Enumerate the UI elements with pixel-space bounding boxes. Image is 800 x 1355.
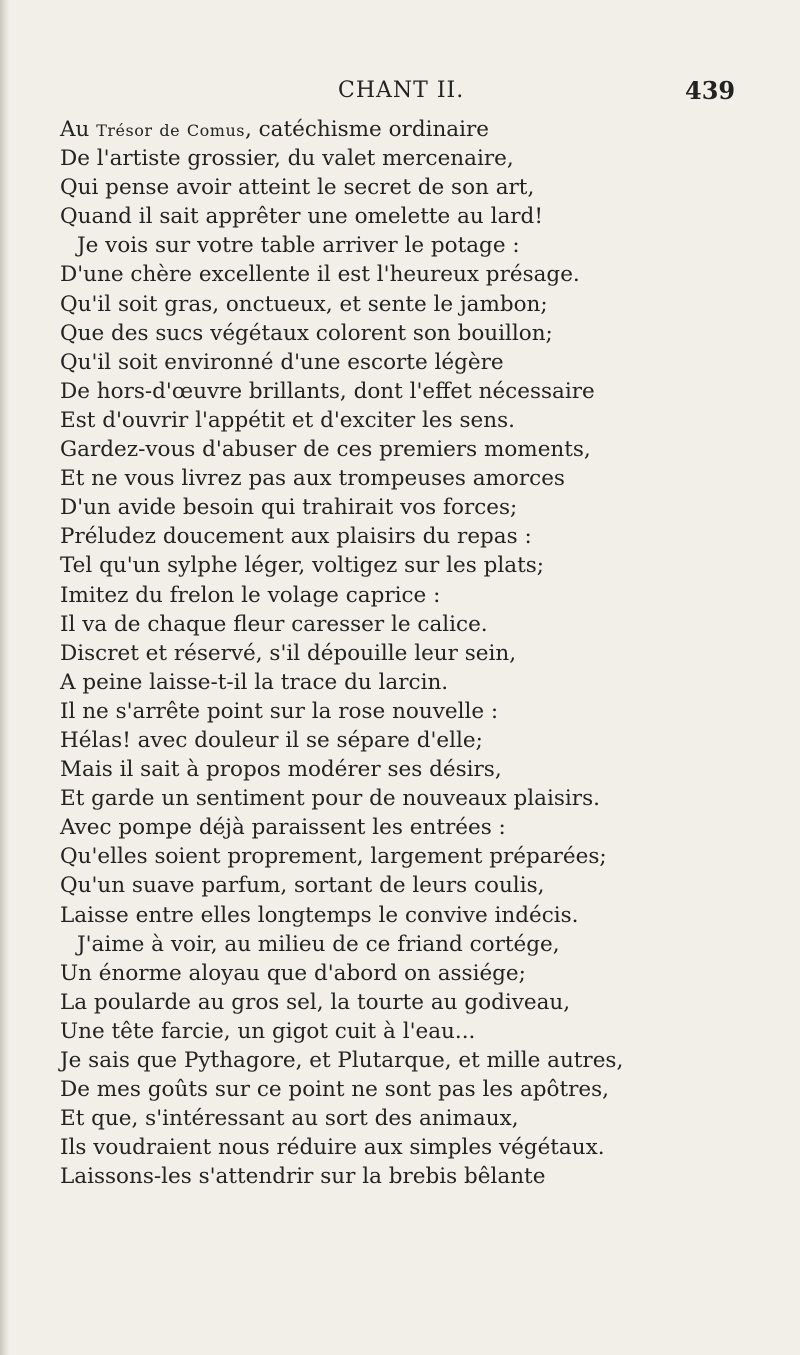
verse-line: Hélas! avec douleur il se sépare d'elle; [60,727,483,753]
verse-line: Qu'un suave parfum, sortant de leurs coulis, [60,873,545,899]
verse-line: Tel qu'un sylphe léger, voltigez sur les plats; [60,553,545,579]
verse-line: Laisse entre elles longtemps le convive indécis. [60,902,579,928]
verse-line: Que des sucs végétaux colorent son bouillon; [60,320,553,346]
verse-line: De mes goûts sur ce point ne sont pas les apôtres, [60,1077,609,1103]
verse-line: Il va de chaque fleur caresser le calice. [60,611,488,637]
verse-word-comus: Comus [186,121,245,140]
verse-line: D'une chère excellente il est l'heureux présage. [60,262,580,288]
verse-line: Qu'il soit environné d'une escorte légère [60,349,504,375]
verse-line: Qu'elles soient proprement, largement préparées; [60,844,607,870]
verse-line: Est d'ouvrir l'appétit et d'exciter les sens. [60,407,515,433]
verse-line: Préludez doucement aux plaisirs du repas : [60,524,532,550]
verse-line-rest: , catéchisme ordinaire [244,117,490,142]
verse-word-au: Au [60,117,90,142]
page-header [0,78,800,112]
verse-line: Gardez-vous d'abuser de ces premiers moments, [60,437,591,463]
poem-text [60,115,760,1191]
verse-line: Mais il sait à propos modérer ses désirs, [60,757,502,783]
verse-line: De l'artiste grossier, du valet mercenaire, [60,146,514,172]
verse-line: A peine laisse-t-il la trace du larcin. [60,669,449,695]
verse-line: Il ne s'arrête point sur la rose nouvelle : [60,698,499,724]
verse-line: D'un avide besoin qui trahirait vos forces; [60,495,518,521]
page-binding-edge [0,0,10,1355]
verse-line: J'aime à voir, au milieu de ce friand cortége, [77,931,560,957]
verse-line: La poularde au gros sel, la tourte au godiveau, [60,989,571,1015]
verse-line: Ils voudraient nous réduire aux simples végétaux. [60,1135,605,1161]
verse-line: Discret et réservé, s'il dépouille leur sein, [60,640,517,666]
verse-line: Et ne vous livrez pas aux trompeuses amorces [60,466,565,492]
verse-line: Et garde un sentiment pour de nouveaux plaisirs. [60,786,600,812]
verse-word-de: de [159,121,181,140]
verse-line: Je vois sur votre table arriver le potage : [77,233,520,259]
verse-line: Une tête farcie, un gigot cuit à l'eau... [60,1018,476,1044]
page-number: 439 [685,76,736,105]
running-head: CHANT II. [338,78,465,103]
verse-line: Imitez du frelon le volage caprice : [60,582,441,608]
verse-line: Qui pense avoir atteint le secret de son art, [60,175,535,201]
verse-line: Qu'il soit gras, onctueux, et sente le jambon; [60,291,548,317]
verse-line: Je sais que Pythagore, et Plutarque, et mille autres, [60,1048,624,1073]
verse-line: Quand il sait apprêter une omelette au lard! [60,204,543,230]
verse-line: De hors-d'œuvre brillants, dont l'effet nécessaire [60,378,595,404]
verse-line: Un énorme aloyau que d'abord on assiége; [60,960,526,986]
verse-word-tresor: Trésor [96,121,153,140]
verse-line: Avec pompe déjà paraissent les entrées : [60,815,506,841]
verse-line: Laissons-les s'attendrir sur la brebis bêlante [60,1164,546,1190]
verse-line [60,115,760,144]
verse-line: Et que, s'intéressant au sort des animaux, [60,1106,519,1132]
